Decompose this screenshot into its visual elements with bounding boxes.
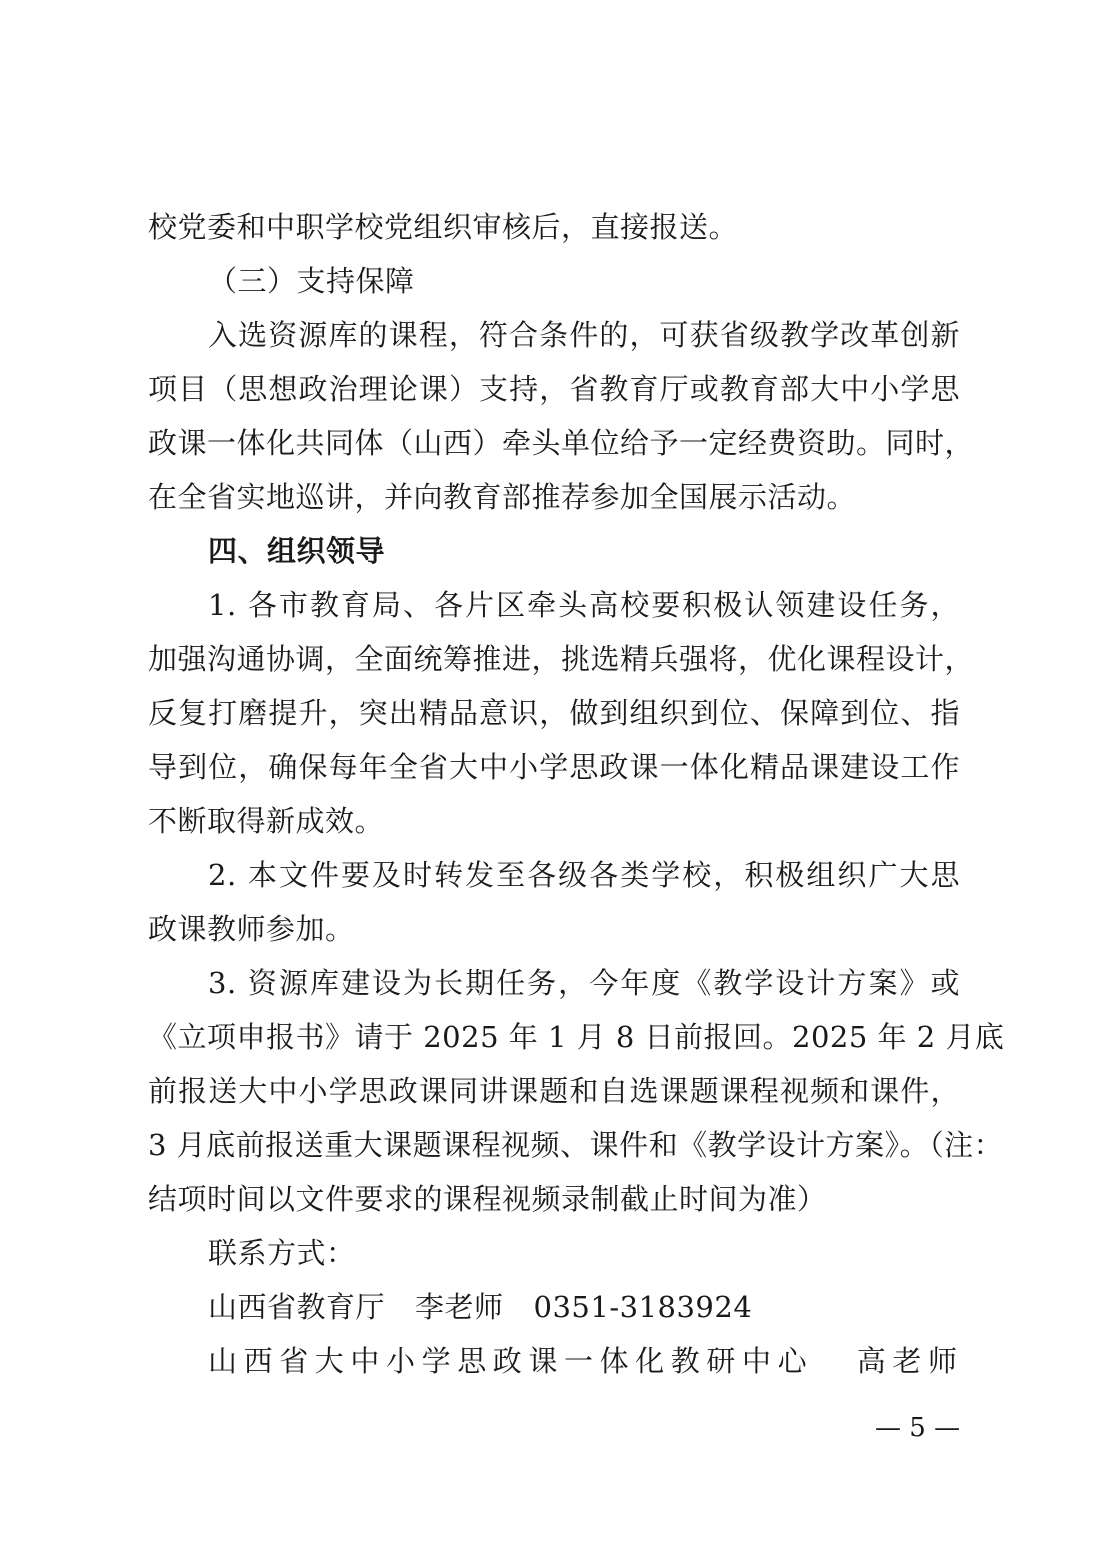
paragraph-line: 2. 本文件要及时转发至各级各类学校，积极组织广大思: [208, 858, 960, 892]
paragraph-line: 校党委和中职学校党组织审核后，直接报送。: [148, 210, 739, 244]
paragraph-line: 政课一体化共同体（山西）牵头单位给予一定经费资助。同时，: [148, 426, 975, 460]
paragraph-line: 政课教师参加。: [148, 912, 355, 946]
paragraph-line: 3. 资源库建设为长期任务，今年度《教学设计方案》或: [208, 966, 960, 1000]
paragraph-line: 入选资源库的课程，符合条件的，可获省级教学改革创新: [208, 318, 960, 352]
paragraph-line: 不断取得新成效。: [148, 804, 385, 838]
contact-line-1: [148, 1280, 960, 1334]
contact-person: 李老师: [415, 1290, 504, 1324]
section-subheading: （三）支持保障: [208, 264, 415, 298]
section-heading: 四、组织领导: [208, 534, 386, 568]
contact-person: 高老师: [853, 1344, 960, 1378]
paragraph-line: 结项时间以文件要求的课程视频录制截止时间为准）: [148, 1182, 827, 1216]
paragraph-line: 前报送大中小学思政课同讲课题和自选课题课程视频和课件，: [148, 1074, 960, 1108]
paragraph-line: 《立项申报书》请于 2025 年 1 月 8 日前报回。2025 年 2 月底: [148, 1020, 1005, 1054]
paragraph-line: 项目（思想政治理论课）支持，省教育厅或教育部大中小学思: [148, 372, 960, 406]
paragraph-line: 3 月底前报送重大课题课程视频、课件和《教学设计方案》。（注：: [148, 1128, 1004, 1162]
contact-org: 山西省教育厅: [208, 1290, 386, 1324]
paragraph-line: 1. 各市教育局、各片区牵头高校要积极认领建设任务，: [208, 588, 960, 622]
contact-label: 联系方式：: [208, 1236, 356, 1270]
paragraph-line: 在全省实地巡讲，并向教育部推荐参加全国展示活动。: [148, 480, 857, 514]
paragraph-line: 导到位，确保每年全省大中小学思政课一体化精品课建设工作: [148, 750, 960, 784]
contact-phone: 0351-3183924: [533, 1290, 753, 1324]
paragraph-line: 反复打磨提升，突出精品意识，做到组织到位、保障到位、指: [148, 696, 960, 730]
contact-line-2: [148, 1334, 960, 1388]
document-body: [148, 200, 1005, 1388]
page-number: — 5 —: [875, 1413, 961, 1443]
contact-org: 山西省大中小学思政课一体化教研中心: [208, 1344, 814, 1378]
paragraph-line: 加强沟通协调，全面统筹推进，挑选精兵强将，优化课程设计，: [148, 642, 975, 676]
